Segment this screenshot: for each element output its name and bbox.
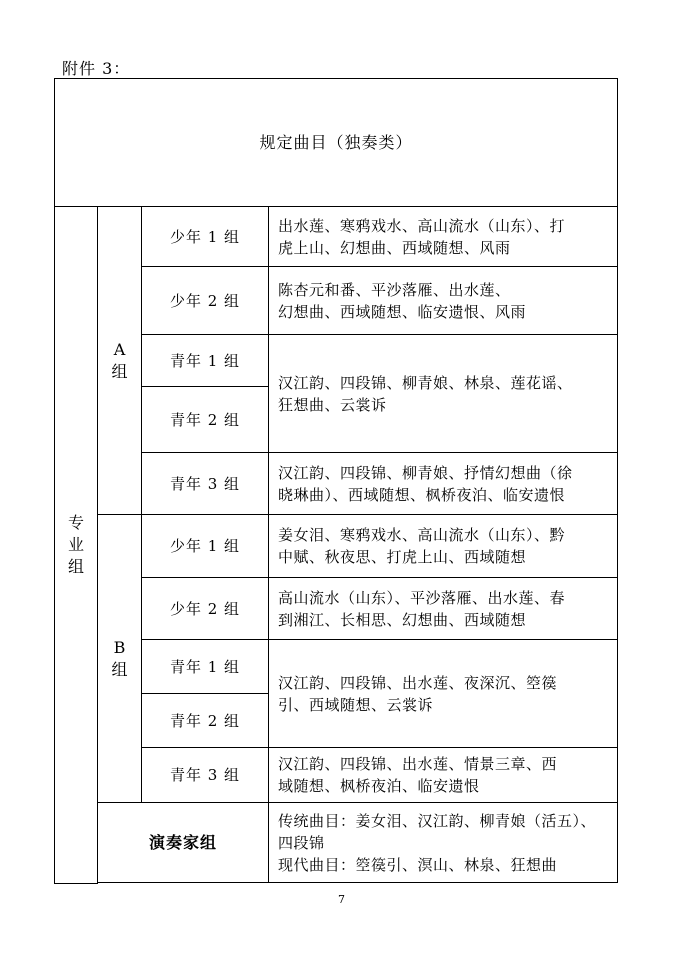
group-a-pieces-2: 陈杏元和番、平沙落雁、出水莲、 幻想曲、西域随想、临安遗恨、风雨 [269, 267, 618, 335]
table-row [55, 207, 618, 267]
group-a-age-5: 青年 3 组 [142, 453, 269, 515]
group-b-age-4: 青年 2 组 [142, 694, 269, 748]
group-b-pieces-1: 姜女泪、寒鸦戏水、高山流水（山东）、黔 中赋、秋夜思、打虎上山、西域随想 [269, 515, 618, 578]
table-row [55, 515, 618, 578]
repertoire-table [54, 78, 618, 884]
group-b-pieces-5: 汉江韵、四段锦、出水莲、情景三章、西 域随想、枫桥夜泊、临安遗恨 [269, 748, 618, 803]
category-professional: 专 业 组 [55, 207, 98, 884]
table-title-row [55, 79, 618, 207]
group-a-pieces-3: 汉江韵、四段锦、柳青娘、林泉、莲花谣、 狂想曲、云裳诉 [269, 335, 618, 453]
group-b-pieces-3: 汉江韵、四段锦、出水莲、夜深沉、箜篌 引、西域随想、云裳诉 [269, 640, 618, 748]
group-a-pieces-5: 汉江韵、四段锦、柳青娘、抒情幻想曲（徐 晓琳曲）、西域随想、枫桥夜泊、临安遗恨 [269, 453, 618, 515]
table-title: 规定曲目（独奏类） [55, 79, 618, 207]
group-b-age-3: 青年 1 组 [142, 640, 269, 694]
performer-group-label: 演奏家组 [98, 803, 269, 883]
group-a-age-2: 少年 2 组 [142, 267, 269, 335]
group-a-age-4: 青年 2 组 [142, 387, 269, 453]
attachment-label: 附件 3： [62, 59, 131, 78]
table-row [55, 803, 618, 883]
group-b-age-5: 青年 3 组 [142, 748, 269, 803]
group-a-age-3: 青年 1 组 [142, 335, 269, 387]
group-a-label: A 组 [98, 207, 142, 515]
group-a-age-1: 少年 1 组 [142, 207, 269, 267]
group-b-pieces-2: 高山流水（山东）、平沙落雁、出水莲、春 到湘江、长相思、幻想曲、西域随想 [269, 578, 618, 640]
group-a-pieces-1: 出水莲、寒鸦戏水、高山流水（山东）、打 虎上山、幻想曲、西域随想、风雨 [269, 207, 618, 267]
group-b-label: B 组 [98, 515, 142, 803]
group-b-age-2: 少年 2 组 [142, 578, 269, 640]
page-number: 7 [338, 893, 345, 906]
performer-group-pieces: 传统曲目：姜女泪、汉江韵、柳青娘（活五）、 四段锦 现代曲目：箜篌引、溟山、林泉、狂想曲 [269, 803, 618, 883]
group-b-age-1: 少年 1 组 [142, 515, 269, 578]
